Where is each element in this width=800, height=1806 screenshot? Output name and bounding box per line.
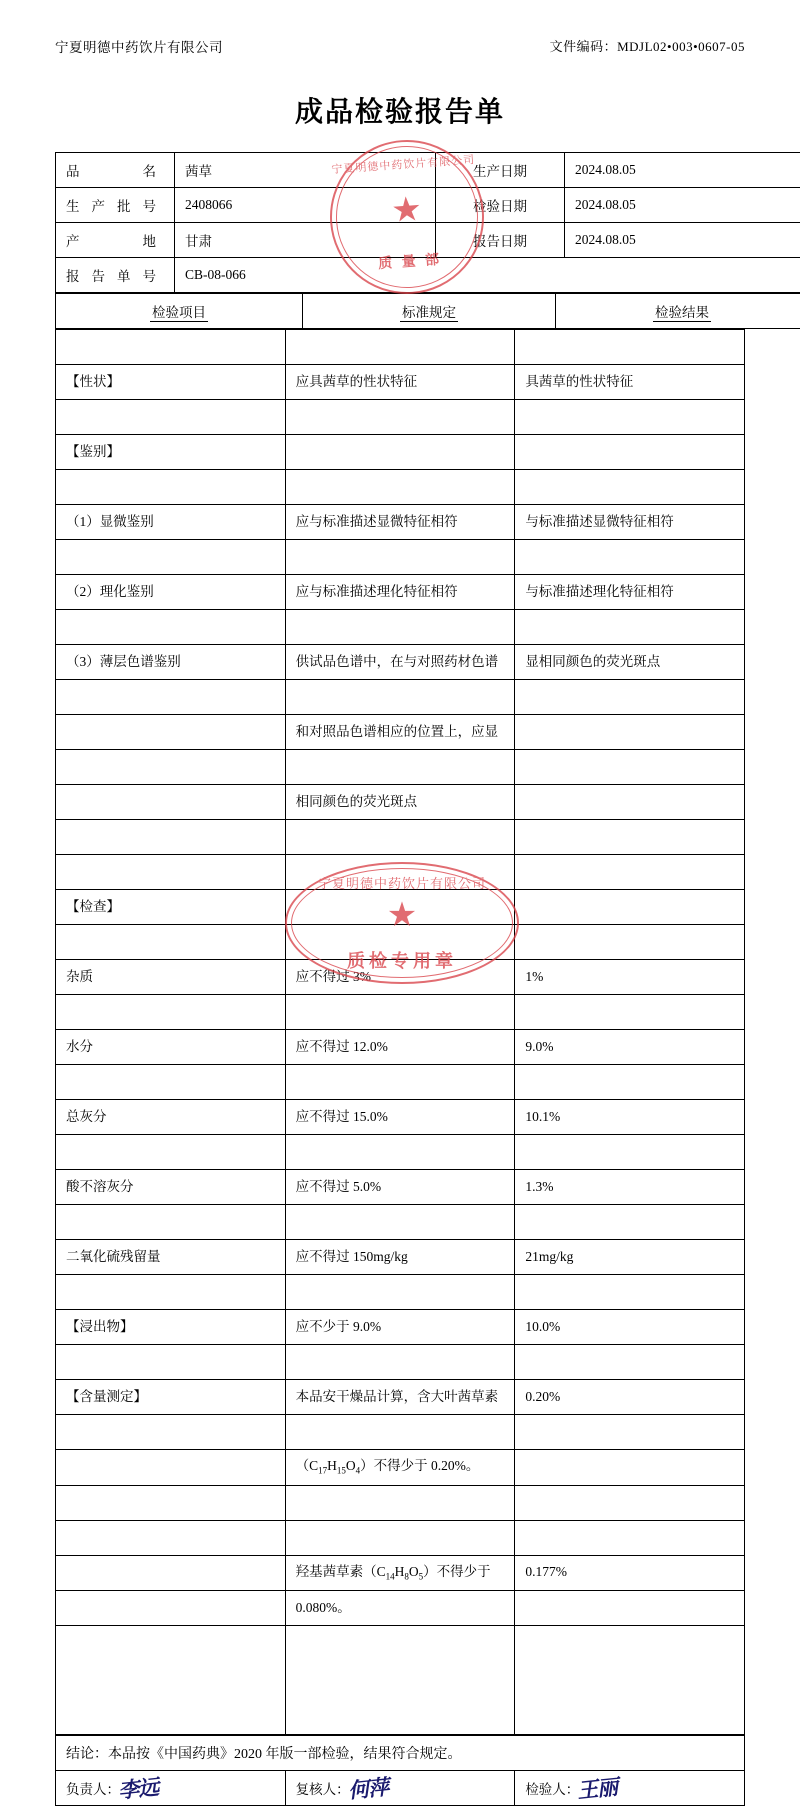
table-row bbox=[56, 188, 800, 223]
row-standard: 相同颜色的荧光斑点 bbox=[285, 785, 515, 820]
row-item bbox=[56, 715, 286, 750]
table-row bbox=[56, 223, 800, 258]
stamp-text: 质检专用章 bbox=[287, 947, 517, 973]
reviewer-label: 复核人： bbox=[296, 1782, 350, 1797]
batch-value: 2408066 bbox=[175, 188, 436, 223]
table-row bbox=[56, 1240, 745, 1275]
table-row bbox=[56, 575, 745, 610]
row-result: 21mg/kg bbox=[515, 1240, 745, 1275]
row-result bbox=[515, 715, 745, 750]
spacer bbox=[56, 1415, 745, 1450]
row-item: 【检查】 bbox=[56, 890, 286, 925]
row-result bbox=[515, 435, 745, 470]
column-header-result: 检验结果 bbox=[653, 305, 711, 322]
spacer bbox=[56, 1485, 745, 1520]
stamp-arc-text: 宁夏明德中药饮片有限公司 bbox=[328, 150, 479, 176]
row-result: 10.0% bbox=[515, 1310, 745, 1345]
table-row bbox=[56, 1030, 745, 1065]
row-item bbox=[56, 1555, 286, 1591]
spacer bbox=[56, 995, 745, 1030]
row-standard: 应与标准描述显微特征相符 bbox=[285, 505, 515, 540]
table-row bbox=[56, 1310, 745, 1345]
spacer bbox=[56, 330, 745, 365]
results-table bbox=[55, 293, 800, 329]
inspection-date-label: 检验日期 bbox=[436, 188, 565, 223]
report-no-value: CB-08-066 bbox=[175, 258, 800, 293]
inspection-date-value: 2024.08.05 bbox=[565, 188, 800, 223]
manager-label: 负责人： bbox=[66, 1782, 120, 1797]
row-item: 【浸出物】 bbox=[56, 1310, 286, 1345]
row-result: 1.3% bbox=[515, 1170, 745, 1205]
table-row bbox=[56, 645, 745, 680]
row-result: 与标准描述显微特征相符 bbox=[515, 505, 745, 540]
star-icon: ★ bbox=[390, 193, 423, 229]
results-body bbox=[55, 329, 745, 1735]
row-item: 【鉴别】 bbox=[56, 435, 286, 470]
spacer bbox=[56, 680, 745, 715]
origin-value: 甘肃 bbox=[175, 223, 436, 258]
spacer bbox=[56, 1520, 745, 1555]
row-item: 水分 bbox=[56, 1030, 286, 1065]
row-item: 二氧化硫残留量 bbox=[56, 1240, 286, 1275]
table-row bbox=[56, 785, 745, 820]
row-result: 0.177% bbox=[515, 1555, 745, 1591]
row-standard: 应不得过 150mg/kg bbox=[285, 1240, 515, 1275]
spacer bbox=[56, 855, 745, 890]
spacer bbox=[56, 1345, 745, 1380]
row-standard: 应不得过 3% bbox=[285, 960, 515, 995]
spacer bbox=[56, 540, 745, 575]
row-item: 【含量测定】 bbox=[56, 1380, 286, 1415]
report-date-value: 2024.08.05 bbox=[565, 223, 800, 258]
row-result: 与标准描述理化特征相符 bbox=[515, 575, 745, 610]
row-standard: 应不得过 12.0% bbox=[285, 1030, 515, 1065]
row-standard bbox=[285, 890, 515, 925]
spacer bbox=[56, 750, 745, 785]
row-item bbox=[56, 785, 286, 820]
conclusion-row bbox=[56, 1736, 745, 1771]
page-title: 成品检验报告单 bbox=[55, 90, 745, 130]
conclusion-text: 结论：本品按《中国药典》2020 年版一部检验，结果符合规定。 bbox=[56, 1736, 745, 1771]
table-row bbox=[56, 1450, 745, 1486]
table-row bbox=[56, 1555, 745, 1591]
stamp-text: 质 量 部 bbox=[335, 246, 486, 276]
row-result: 0.20% bbox=[515, 1380, 745, 1415]
row-item: （2）理化鉴别 bbox=[56, 575, 286, 610]
product-name-label: 品名 bbox=[56, 153, 175, 188]
row-item bbox=[56, 1450, 286, 1486]
row-standard: 应具茜草的性状特征 bbox=[285, 365, 515, 400]
company-name: 宁夏明德中药饮片有限公司 bbox=[55, 36, 223, 56]
manager-cell bbox=[56, 1771, 286, 1806]
row-item: （3）薄层色谱鉴别 bbox=[56, 645, 286, 680]
row-standard: 本品安干燥品计算，含大叶茜草素 bbox=[285, 1380, 515, 1415]
stamp-arc-text: 宁夏明德中药饮片有限公司 bbox=[287, 873, 517, 892]
row-result bbox=[515, 1450, 745, 1486]
row-item: 【性状】 bbox=[56, 365, 286, 400]
table-row bbox=[56, 153, 800, 188]
production-date-value: 2024.08.05 bbox=[565, 153, 800, 188]
results-header-row bbox=[56, 294, 800, 329]
spacer bbox=[56, 820, 745, 855]
table-row bbox=[56, 890, 745, 925]
row-item: 总灰分 bbox=[56, 1100, 286, 1135]
row-result: 10.1% bbox=[515, 1100, 745, 1135]
row-standard: 0.080%。 bbox=[285, 1591, 515, 1626]
row-result bbox=[515, 1591, 745, 1626]
manager-signature: 李远 bbox=[117, 1771, 160, 1805]
row-standard: 应不得过 15.0% bbox=[285, 1100, 515, 1135]
reviewer-signature: 何萍 bbox=[346, 1771, 389, 1805]
row-result: 显相同颜色的荧光斑点 bbox=[515, 645, 745, 680]
row-result bbox=[515, 785, 745, 820]
table-row bbox=[56, 1170, 745, 1205]
row-item: （1）显微鉴别 bbox=[56, 505, 286, 540]
table-row bbox=[56, 435, 745, 470]
row-result: 1% bbox=[515, 960, 745, 995]
page-header bbox=[55, 30, 745, 56]
footer-table bbox=[55, 1735, 745, 1806]
batch-label: 生产批号 bbox=[56, 188, 175, 223]
row-standard: 应不少于 9.0% bbox=[285, 1310, 515, 1345]
row-result: 具茜草的性状特征 bbox=[515, 365, 745, 400]
column-header-standard: 标准规定 bbox=[400, 305, 458, 322]
spacer bbox=[56, 400, 745, 435]
star-icon: ★ bbox=[387, 899, 417, 933]
signature-row bbox=[56, 1771, 745, 1806]
info-table bbox=[55, 152, 800, 293]
row-standard: 应与标准描述理化特征相符 bbox=[285, 575, 515, 610]
spacer bbox=[56, 1275, 745, 1310]
table-row bbox=[56, 1100, 745, 1135]
reviewer-cell bbox=[285, 1771, 515, 1806]
row-standard bbox=[285, 435, 515, 470]
spacer bbox=[56, 610, 745, 645]
row-standard: 供试品色谱中，在与对照药材色谱 bbox=[285, 645, 515, 680]
table-row bbox=[56, 258, 800, 293]
product-name-value: 茜草 bbox=[175, 153, 436, 188]
report-no-label: 报告单号 bbox=[56, 258, 175, 293]
spacer bbox=[56, 1065, 745, 1100]
table-row bbox=[56, 715, 745, 750]
table-row bbox=[56, 1591, 745, 1626]
inspector-label: 检验人： bbox=[525, 1782, 579, 1797]
row-result bbox=[515, 890, 745, 925]
row-standard: 和对照品色谱相应的位置上，应显 bbox=[285, 715, 515, 750]
row-standard: $(C_{17}H_{15}O_4)$不得少于 0.20%。 bbox=[285, 1450, 515, 1486]
row-item bbox=[56, 1591, 286, 1626]
table-row bbox=[56, 960, 745, 995]
row-item: 酸不溶灰分 bbox=[56, 1170, 286, 1205]
spacer bbox=[56, 1135, 745, 1170]
table-row bbox=[56, 505, 745, 540]
row-result: 9.0% bbox=[515, 1030, 745, 1065]
spacer bbox=[56, 470, 745, 505]
report-date-label: 报告日期 bbox=[436, 223, 565, 258]
spacer bbox=[56, 1626, 745, 1735]
production-date-label: 生产日期 bbox=[436, 153, 565, 188]
column-header-item: 检验项目 bbox=[150, 305, 208, 322]
origin-label: 产地 bbox=[56, 223, 175, 258]
row-standard: 羟基茜草素$(C_{14}H_8O_5)$不得少于 bbox=[285, 1555, 515, 1591]
inspector-signature: 王丽 bbox=[576, 1771, 619, 1805]
table-row bbox=[56, 365, 745, 400]
document-code: 文件编码：MDJL02•003•0607-05 bbox=[550, 36, 745, 55]
inspector-cell bbox=[515, 1771, 745, 1806]
spacer bbox=[56, 1205, 745, 1240]
row-item: 杂质 bbox=[56, 960, 286, 995]
spacer bbox=[56, 925, 745, 960]
table-row bbox=[56, 1380, 745, 1415]
row-standard: 应不得过 5.0% bbox=[285, 1170, 515, 1205]
